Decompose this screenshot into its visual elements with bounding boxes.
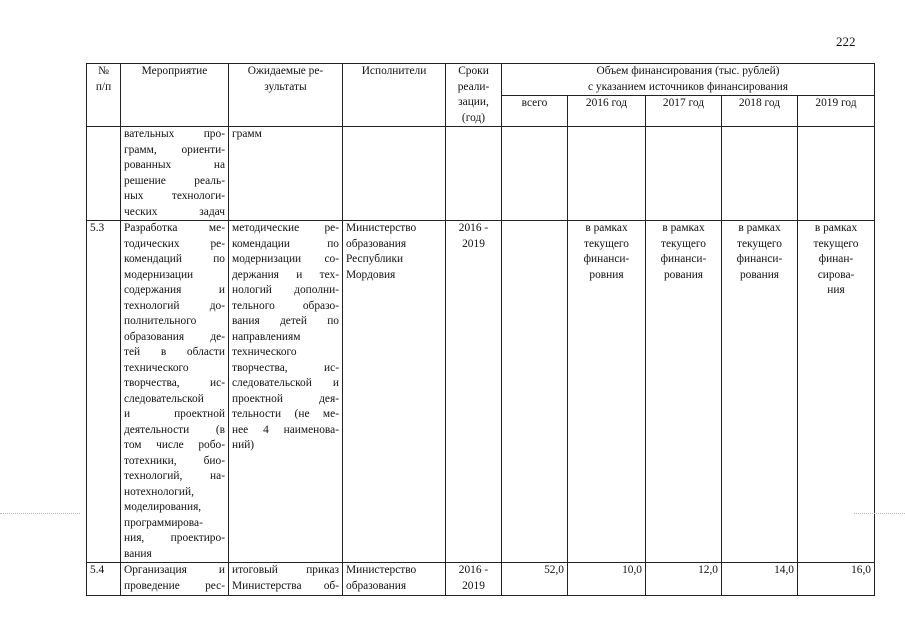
row-results: методические ре- комендации по модернизации со- держания и тех- нологий дополни- тельного образо- вания детей по направлениям технического творчества, ис- следовательской и проектной дея- тельности (не ме- нее 4 наименова- ний) (229, 221, 343, 563)
header-2017: 2017 год (646, 96, 722, 127)
header-2016: 2016 год (568, 96, 646, 127)
row-2016: в рамках текущего финанси- ровния (568, 221, 646, 563)
row-2017: 12,0 (646, 563, 722, 596)
financing-table (86, 63, 875, 596)
row-terms (446, 127, 502, 221)
row-2016: 10,0 (568, 563, 646, 596)
row-terms: 2016 - 2019 (446, 221, 502, 563)
row-total: 52,0 (502, 563, 568, 596)
row-event: Организация и проведение рес- (121, 563, 229, 596)
row-results: грамм (229, 127, 343, 221)
row-executors: Министерство образования Республики Мордовия (343, 221, 446, 563)
row-terms: 2016 - 2019 (446, 563, 502, 596)
row-event: Разработка ме- тодических ре- комендаций по модернизации содержания и технологий до- полнительного образования де- тей в области технического творчества, ис- следовательской и проектной деятельности (в том числе робо- тотехники, био- технологий, на- нотехнологий, моделирования, программирова- ния, проектиро- вания (121, 221, 229, 563)
row-2019: в рамках текущего финан- сирова- ния (798, 221, 875, 563)
header-results: Ожидаемые ре- зультаты (229, 64, 343, 127)
row-2019: 16,0 (798, 563, 875, 596)
row-2018: 14,0 (722, 563, 798, 596)
header-num: № п/п (87, 64, 121, 127)
scan-artifact-right (854, 513, 905, 514)
table-row (87, 221, 875, 563)
header-terms: Сроки реали- зации, (год) (446, 64, 502, 127)
header-2019: 2019 год (798, 96, 875, 127)
row-num: 5.4 (87, 563, 121, 596)
page-number: 222 (836, 34, 856, 49)
header-event: Мероприятие (121, 64, 229, 127)
row-results: итоговый приказ Министерства об- (229, 563, 343, 596)
row-2017 (646, 127, 722, 221)
row-2018: в рамках текущего финанси- рования (722, 221, 798, 563)
header-executors: Исполнители (343, 64, 446, 127)
row-num: 5.3 (87, 221, 121, 563)
row-2017: в рамках текущего финанси- рования (646, 221, 722, 563)
header-financing-group: Объем финансирования (тыс. рублей) с указанием источников финансирования (502, 64, 875, 96)
row-executors: Министерство образования (343, 563, 446, 596)
row-2019 (798, 127, 875, 221)
header-total: всего (502, 96, 568, 127)
scan-artifact-left (0, 513, 80, 514)
row-num (87, 127, 121, 221)
row-2016 (568, 127, 646, 221)
row-total (502, 127, 568, 221)
row-executors (343, 127, 446, 221)
row-event: вательных про- грамм, ориенти- рованных на решение реаль- ных технологи- ческих задач (121, 127, 229, 221)
table-row (87, 127, 875, 221)
header-row (87, 64, 875, 96)
table-row (87, 563, 875, 596)
row-2018 (722, 127, 798, 221)
row-total (502, 221, 568, 563)
header-2018: 2018 год (722, 96, 798, 127)
